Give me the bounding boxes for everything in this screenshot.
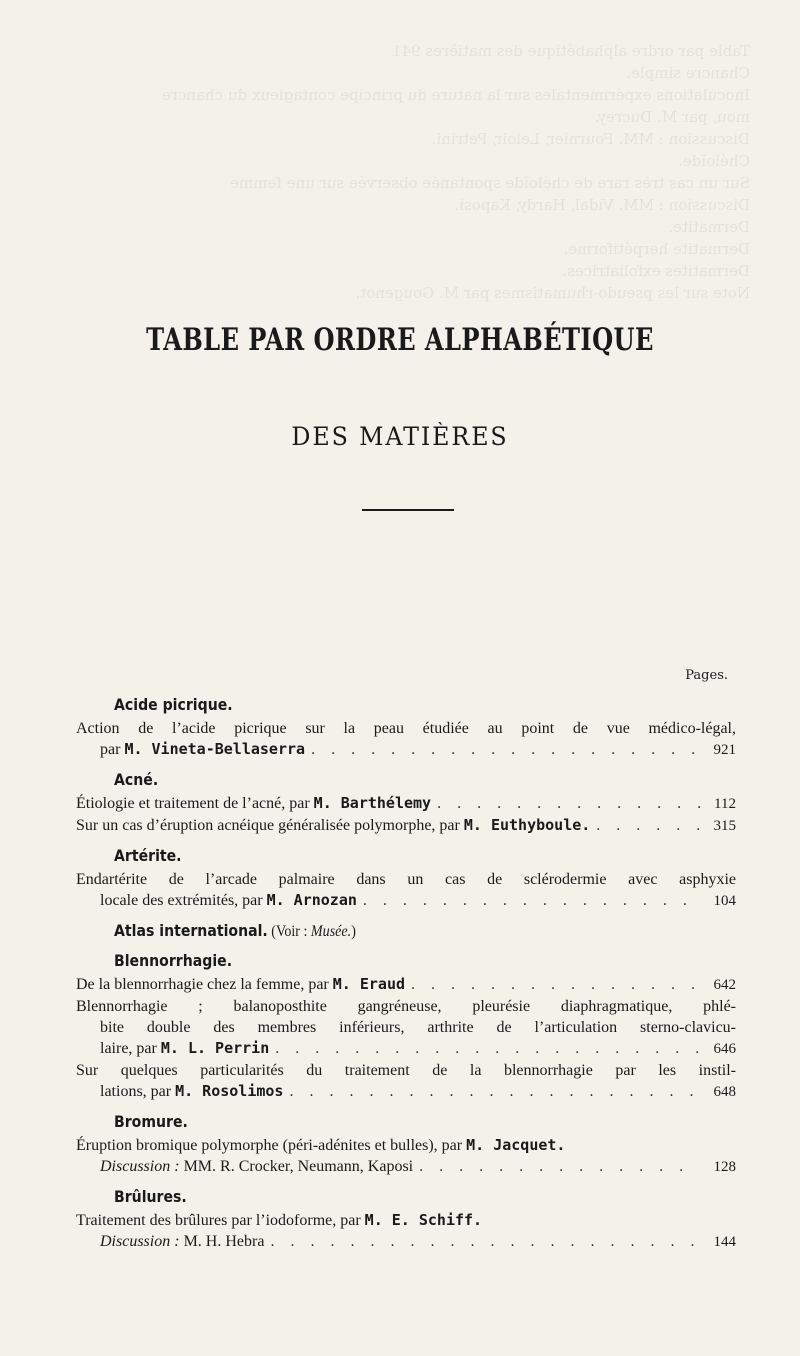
section-heading [114, 694, 661, 715]
section-heading-text: Acide picrique. [114, 695, 233, 714]
section-heading-text: Brûlures. [114, 1187, 187, 1206]
page-number: 648 [713, 1084, 736, 1100]
index-entry [76, 1156, 736, 1178]
section-heading [114, 1111, 661, 1132]
bleed-line: mou, par M. Ducrey. [594, 108, 750, 126]
section-heading [114, 1186, 661, 1207]
index-entry [76, 1060, 736, 1103]
title-rule [362, 509, 454, 511]
index-entry [76, 718, 736, 761]
discussion-label: Discussion : [100, 1158, 180, 1175]
entry-text: Sur un cas d’éruption acnéique généralisée polymorphe, par M. Euthyboule. [76, 816, 591, 834]
author-name: M. Euthyboule. [463, 816, 591, 834]
entry-text: Éruption bromique polymorphe (péri-adénites et bulles), par M. Jacquet. [76, 1136, 566, 1154]
discussion-label: Discussion : [100, 1233, 180, 1250]
dot-leader [411, 974, 700, 995]
entry-last-line [76, 793, 736, 815]
entry-last-line [76, 1210, 736, 1231]
bleed-line: Sur un cas très rare de chéloïde spontanée observée sur une femme [230, 174, 750, 192]
bleed-line: Dermatites exfoliatrices. [562, 262, 750, 280]
entry-line: Blennorrhagie ; balanoposthite gangréneuse, pleurésie diaphragmatique, phlé- [76, 998, 736, 1015]
dot-leader [596, 815, 700, 836]
entry-text: Discussion : MM. R. Crocker, Neumann, Kaposi [100, 1158, 414, 1175]
author-name: M. Vineta-Bellaserra [124, 740, 306, 758]
entry-last-line [76, 815, 736, 837]
bleed-line: Table par ordre alphabétique des matières 941 [391, 42, 750, 60]
entry-last-line [76, 974, 736, 996]
author-name: M. Eraud [332, 975, 406, 993]
page-number: 646 [713, 1041, 736, 1057]
entry-last-line [76, 1038, 736, 1060]
entry-text: par M. Vineta-Bellaserra [100, 740, 306, 758]
page-number: 315 [713, 818, 736, 834]
entry-last-line [76, 1081, 736, 1103]
section-heading-text: Artérite. [114, 846, 182, 865]
entry-text: Discussion : M. H. Hebra [100, 1233, 265, 1250]
bleed-line: Chéloïde. [678, 152, 750, 170]
section-heading [114, 950, 661, 971]
index-entry [76, 793, 736, 815]
author-name: M. Barthélemy [313, 794, 432, 812]
index-entry [76, 974, 736, 996]
entry-text: Étiologie et traitement de l’acné, par M. Barthélemy [76, 794, 432, 812]
dot-leader [437, 793, 700, 814]
index-entry [76, 1231, 736, 1253]
page-subtitle: DES MATIÈRES [291, 422, 509, 451]
entry-line: Action de l’acide picrique sur la peau étudiée au point de vue médico-légal, [76, 720, 736, 737]
dot-leader [363, 890, 700, 911]
index-entry [76, 996, 736, 1060]
page-number: 112 [714, 796, 736, 812]
dot-leader [419, 1156, 700, 1177]
dot-leader [270, 1231, 700, 1252]
section-heading-text: Atlas international. [114, 921, 268, 940]
bleed-line: Discussion : MM. Vidal, Hardy, Kaposi. [454, 196, 750, 214]
page-title: TABLE PAR ORDRE ALPHABÉTIQUE [146, 322, 654, 358]
bleed-line: Dermatite. [668, 218, 750, 236]
author-name: M. Rosolimos [175, 1082, 284, 1100]
bleed-line: Inoculations expérimentales sur la nature du principe contagieux du chancre [161, 86, 750, 104]
bleed-line: Note sur les pseudo-rhumatismes par M. Gougenot. [355, 284, 750, 302]
author-name: M. L. Perrin [160, 1039, 270, 1057]
author-name: M. Arnozan [266, 891, 357, 909]
entry-last-line [76, 890, 736, 912]
page-number: 104 [713, 893, 736, 909]
index-content [76, 686, 736, 1253]
entry-last-line [76, 1156, 736, 1178]
index-entry [76, 815, 736, 837]
index-entry [76, 869, 736, 912]
pages-column-label: Pages. [685, 668, 728, 683]
section-heading-text: Blennorrhagie. [114, 951, 233, 970]
cross-reference-note: (Voir : Musée.) [267, 923, 356, 940]
entry-text: lations, par M. Rosolimos [100, 1082, 284, 1100]
entry-last-line [76, 1231, 736, 1253]
entry-text: locale des extrémités, par M. Arnozan [100, 891, 357, 909]
section-heading [114, 845, 661, 866]
bleed-line: Dermatite herpétiforme. [563, 240, 750, 258]
dot-leader [275, 1038, 700, 1059]
page-number: 642 [713, 977, 736, 993]
index-entry [76, 1135, 736, 1156]
entry-line: Sur quelques particularités du traitement de la blennorrhagie par les instil- [76, 1062, 736, 1079]
entry-text: Traitement des brûlures par l’iodoforme, par M. E. Schiff. [76, 1211, 483, 1229]
cross-reference-target: Musée. [310, 923, 352, 940]
dot-leader [311, 739, 700, 760]
author-name: M. E. Schiff. [364, 1211, 483, 1229]
dot-leader [289, 1081, 700, 1102]
section-heading-text: Bromure. [114, 1112, 188, 1131]
section-heading [114, 920, 661, 942]
author-name: M. Jacquet. [466, 1136, 566, 1154]
page-number: 128 [713, 1159, 736, 1175]
entry-last-line [76, 739, 736, 761]
bleed-line: Chancre simple. [626, 64, 750, 82]
page-number: 921 [713, 742, 736, 758]
entry-last-line [76, 1135, 736, 1156]
entry-text: laire, par M. L. Perrin [100, 1039, 270, 1057]
bleed-through-text [70, 40, 750, 304]
section-heading [114, 769, 661, 790]
entry-line: Endartérite de l’arcade palmaire dans un cas de sclérodermie avec asphyxie [76, 871, 736, 888]
entry-text: De la blennorrhagie chez la femme, par M. Eraud [76, 975, 406, 993]
index-entry [76, 1210, 736, 1231]
entry-line: bite double des membres inférieurs, arthrite de l’articulation sterno-clavicu- [100, 1019, 736, 1036]
page-number: 144 [713, 1234, 736, 1250]
section-heading-text: Acné. [114, 770, 159, 789]
bleed-line: Discussion : MM. Fournier, Leloir, Petrini. [431, 130, 750, 148]
